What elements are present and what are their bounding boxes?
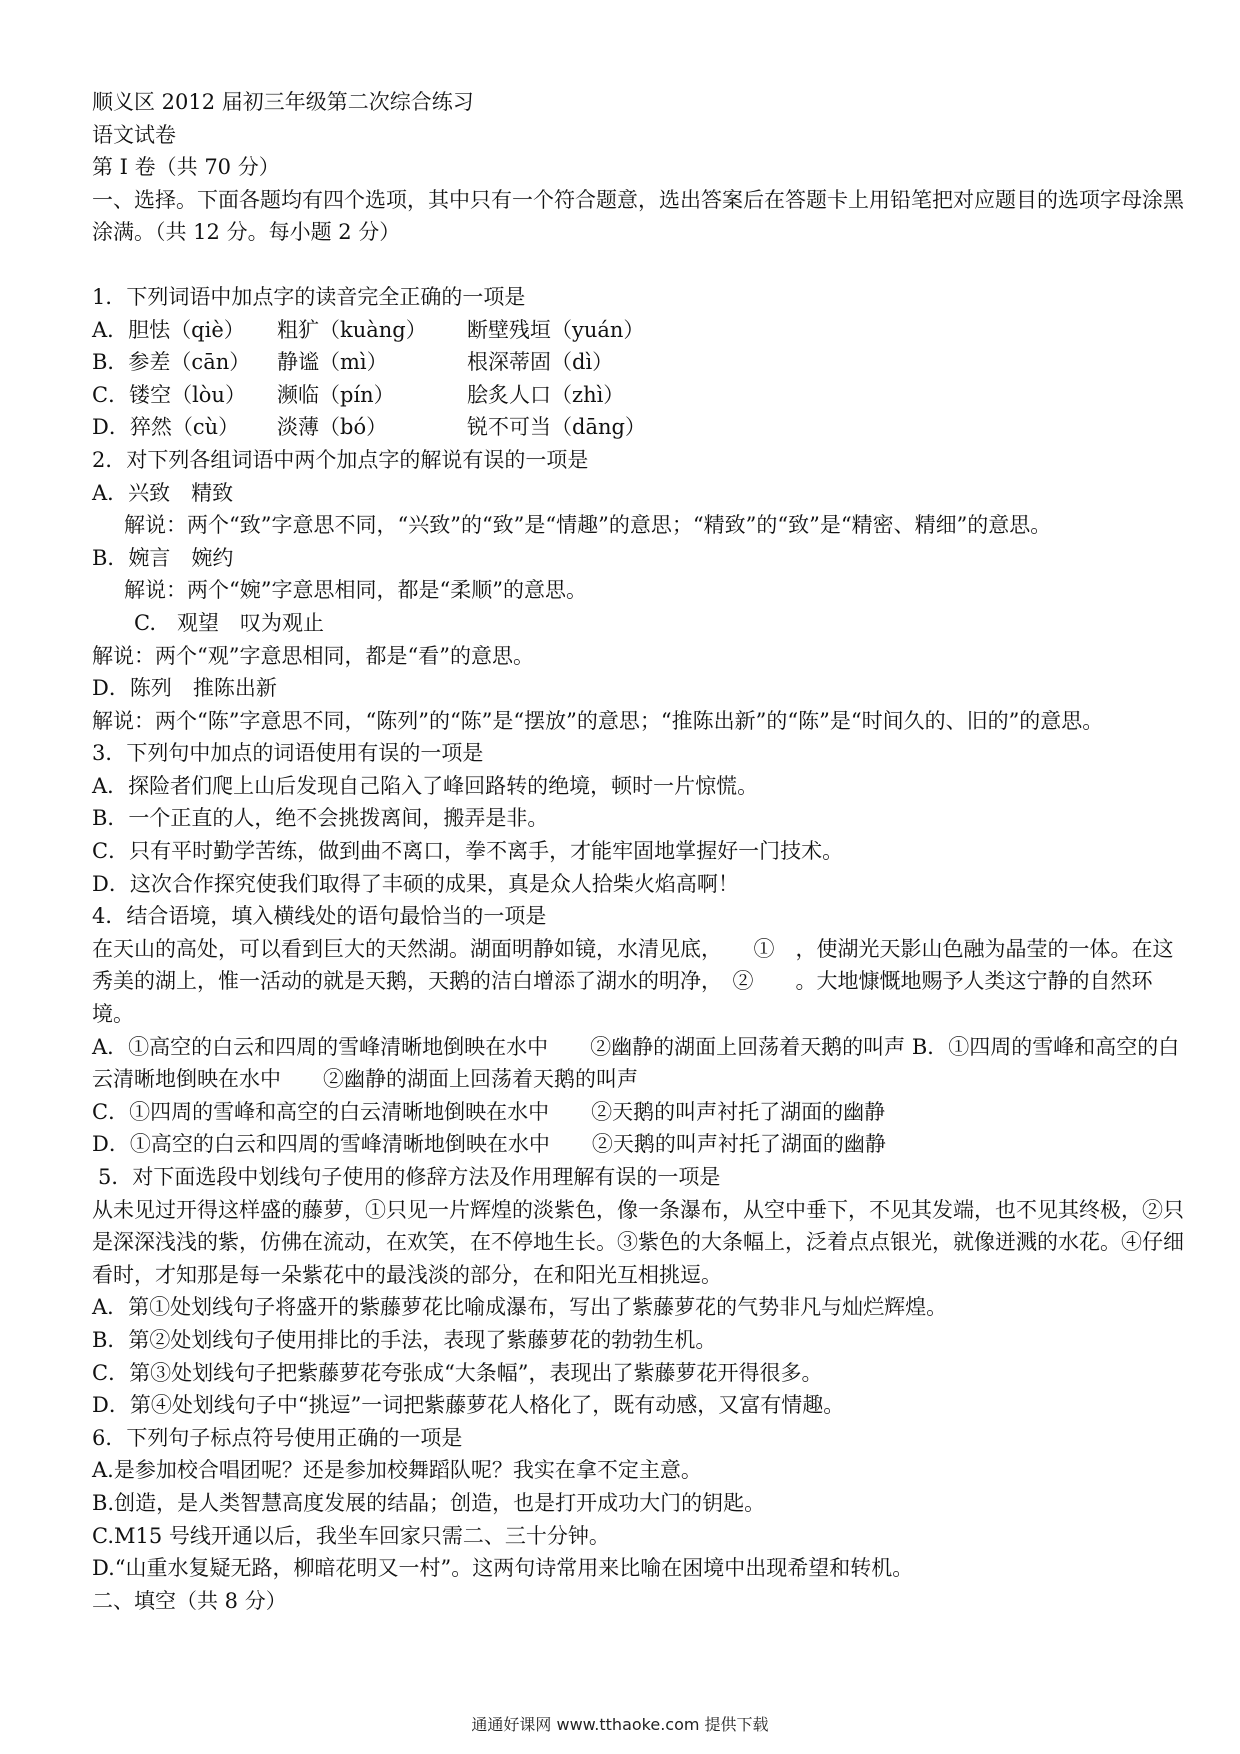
option-a: A.是参加校合唱团呢？还是参加校舞蹈队呢？我实在拿不定主意。 xyxy=(92,1458,702,1483)
option-c-words: C. 观望 叹为观止 xyxy=(134,610,324,635)
option-word: 脍炙人口（zhì） xyxy=(467,382,625,407)
option-c: C.M15 号线开通以后，我坐车回家只需二、三十分钟。 xyxy=(92,1523,610,1548)
question-passage: 从未见过开得这样盛的藤萝，①只见一片辉煌的淡紫色，像一条瀑布，从空中垂下，不见其发端，也不见其终极，②只是深深浅浅的紫，仿佛在流动，在欢笑，在不停地生长。③紫色的大条幅上，泛着点点银光，就像迸溅的水花。④仔细看时，才知那是每一朵紫花中的最浅淡的部分，在和阳光互相挑逗。 xyxy=(92,1197,1184,1287)
question-stem: 5．对下面选段中划线句子使用的修辞方法及作用理解有误的一项是 xyxy=(98,1165,721,1189)
option-row xyxy=(92,346,1184,379)
question-passage: 在天山的高处，可以看到巨大的天然湖。湖面明静如镜，水清见底， ① ，使湖光天影山色融为晶莹的一体。在这秀美的湖上，惟一活动的就是天鹅，天鹅的洁白增添了湖水的明净， ② 。大地慷慨地赐予人类这宁静的自然环境。 xyxy=(92,936,1174,1027)
question-stem: 6．下列句子标点符号使用正确的一项是 xyxy=(92,1425,463,1450)
option-ab: A．①高空的白云和四周的雪峰清晰地倒映在水中 ②幽静的湖面上回荡着天鹅的叫声 B．①四周的雪峰和高空的白云清晰地倒映在水中 ②幽静的湖面上回荡着天鹅的叫声 xyxy=(92,1034,1180,1092)
option-b: B.创造，是人类智慧高度发展的结晶；创造，也是打开成功大门的钥匙。 xyxy=(92,1490,766,1515)
option-d-explanation: 解说：两个“陈”字意思不同，“陈列”的“陈”是“摆放”的意思；“推陈出新”的“陈”是“时间久的、旧的”的意思。 xyxy=(92,708,1104,733)
option-c: C．第③处划线句子把紫藤萝花夸张成“大条幅”，表现出了紫藤萝花开得很多。 xyxy=(92,1360,823,1385)
option-a: A．第①处划线句子将盛开的紫藤萝花比喻成瀑布，写出了紫藤萝花的气势非凡与灿烂辉煌。 xyxy=(92,1295,948,1320)
option-b: B．第②处划线句子使用排比的手法，表现了紫藤萝花的勃勃生机。 xyxy=(92,1327,717,1352)
question-2 xyxy=(92,444,1184,737)
question-4 xyxy=(92,900,1184,1161)
option-d: D．①高空的白云和四周的雪峰清晰地倒映在水中 ②天鹅的叫声衬托了湖面的幽静 xyxy=(92,1132,886,1157)
option-b-explanation: 解说：两个“婉”字意思相同，都是“柔顺”的意思。 xyxy=(124,578,587,603)
option-word: 粗犷（kuàng） xyxy=(277,317,427,342)
option-word: 淡薄（bó） xyxy=(277,415,388,440)
option-a: A．探险者们爬上山后发现自己陷入了峰回路转的绝境，顿时一片惊慌。 xyxy=(92,773,759,798)
section1-heading: 一、选择。下面各题均有四个选项，其中只有一个符合题意，选出答案后在答题卡上用铅笔把对应题目的选项字母涂黑涂满。（共 12 分。每小题 2 分） xyxy=(92,187,1184,245)
option-row xyxy=(92,379,1184,412)
option-word: B．参差（cān） xyxy=(92,350,251,375)
option-word: A．胆怯（qiè） xyxy=(92,317,245,342)
option-c-explanation: 解说：两个“观”字意思相同，都是“看”的意思。 xyxy=(92,643,534,668)
exam-page xyxy=(92,86,1184,1617)
option-d: D．这次合作探究使我们取得了丰硕的成果，真是众人拾柴火焰高啊！ xyxy=(92,871,739,896)
question-3 xyxy=(92,737,1184,900)
subject-title: 语文试卷 xyxy=(92,122,176,147)
section2-heading: 二、填空（共 8 分） xyxy=(92,1588,287,1613)
question-stem: 4．结合语境，填入横线处的语句最恰当的一项是 xyxy=(92,904,547,929)
question-stem: 2．对下列各组词语中两个加点字的解说有误的一项是 xyxy=(92,447,589,472)
option-word: C．镂空（lòu） xyxy=(92,382,246,407)
exam-title: 顺义区 2012 届初三年级第二次综合练习 xyxy=(92,90,474,114)
option-a-words: A．兴致 精致 xyxy=(92,480,234,505)
question-stem: 3．下列句中加点的词语使用有误的一项是 xyxy=(92,741,484,766)
footer-credit: 通通好课网 www.tthaoke.com 提供下载 xyxy=(471,1715,769,1734)
option-c: C．只有平时勤学苦练，做到曲不离口，拳不离手，才能牢固地掌握好一门技术。 xyxy=(92,839,844,864)
option-row xyxy=(92,314,1184,347)
option-d: D．第④处划线句子中“挑逗”一词把紫藤萝花人格化了，既有动感，又富有情趣。 xyxy=(92,1393,845,1418)
question-stem: 1．下列词语中加点字的读音完全正确的一项是 xyxy=(92,284,526,309)
option-row xyxy=(92,411,1184,444)
option-word: D．猝然（cù） xyxy=(92,415,240,440)
option-b-words: B．婉言 婉约 xyxy=(92,545,234,570)
question-5 xyxy=(92,1161,1184,1422)
volume-title: 第 I 卷（共 70 分） xyxy=(92,155,280,180)
option-word: 根深蒂固（dì） xyxy=(467,350,614,375)
option-c: C．①四周的雪峰和高空的白云清晰地倒映在水中 ②天鹅的叫声衬托了湖面的幽静 xyxy=(92,1099,886,1124)
question-1 xyxy=(92,281,1184,444)
option-d: D.“山重水复疑无路，柳暗花明又一村”。这两句诗常用来比喻在困境中出现希望和转机。 xyxy=(92,1556,914,1581)
option-word: 濒临（pín） xyxy=(277,382,395,407)
question-6 xyxy=(92,1422,1184,1585)
option-b: B．一个正直的人，绝不会挑拨离间，搬弄是非。 xyxy=(92,806,549,831)
option-a-explanation: 解说：两个“致”字意思不同，“兴致”的“致”是“情趣”的意思；“精致”的“致”是“精密、精细”的意思。 xyxy=(124,513,1052,538)
option-word: 断壁残垣（yuán） xyxy=(467,317,645,342)
option-word: 锐不可当（dāng） xyxy=(467,415,646,440)
option-d-words: D．陈列 推陈出新 xyxy=(92,676,277,701)
option-word: 静谧（mì） xyxy=(277,350,388,375)
